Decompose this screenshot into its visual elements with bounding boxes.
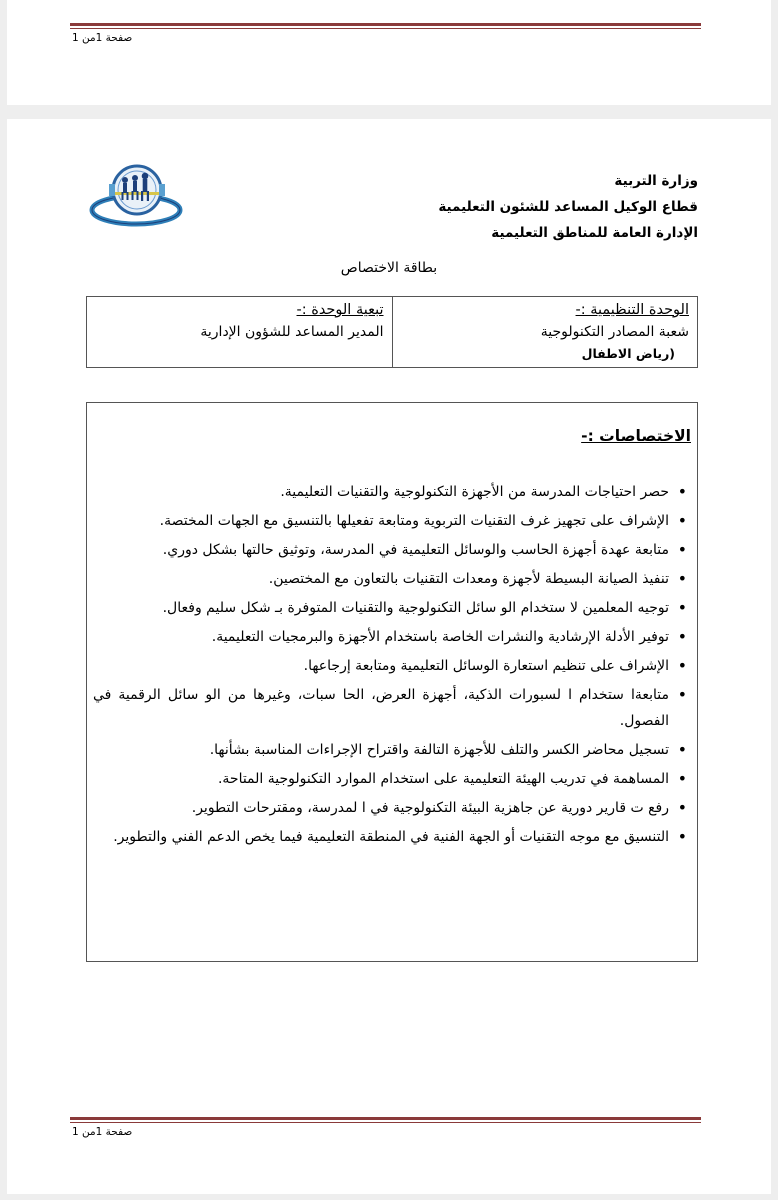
ministry-logo [85,158,187,234]
unit-info-table [86,296,698,368]
duties-title: الاختصاصات :- [581,427,691,445]
duty-item: • تسجيل محاضر الكسر والتلف للأجهزة التالفة واقتراح الإجراءات المناسبة بشأنها. [93,737,669,763]
duty-item: • متابعةا ستخدام ا لسبورات الذكية، أجهزة العرض، الحا سبات، وغيرها من الو سائل الرقمية في الفصول. [93,682,669,734]
duty-item: • الإشراف على تجهيز غرف التقنيات التربوية ومتابعة تفعيلها بالتنسيق مع الجهات المختصة. [93,508,669,534]
affiliation-cell [87,297,393,367]
duty-item: • متابعة عهدة أجهزة الحاسب والوسائل التعليمية في المدرسة، وتوثيق حالتها بشكل دوري. [93,537,669,563]
duties-list [93,479,691,853]
duty-item: • المساهمة في تدريب الهيئة التعليمية على استخدام الموارد التكنولوجية المتاحة. [93,766,669,792]
duty-item: • حصر احتياجات المدرسة من الأجهزة التكنولوجية والتقنيات التعليمية. [93,479,669,505]
top-footer-rule [70,23,701,29]
duty-item: • توجيه المعلمين لا ستخدام الو سائل التكنولوجية والتقنيات المتوفرة بـ شكل سليم وفعال. [93,595,669,621]
card-title: بطاقة الاختصاص [340,260,438,276]
bottom-footer-rule [70,1117,701,1123]
unit-label: الوحدة التنظيمية :- [575,302,689,318]
duty-item: • رفع ت قارير دورية عن جاهزية البيئة التكنولوجية في ا لمدرسة، ومقترحات التطوير. [93,795,669,821]
duty-item: • الإشراف على تنظيم استعارة الوسائل التعليمية ومتابعة إرجاعها. [93,653,669,679]
department-name: الإدارة العامة للمناطق التعليمية [491,225,698,241]
ministry-name: وزارة التربية [614,173,698,189]
duty-item: • تنفيذ الصيانة البسيطة لأجهزة ومعدات التقنيات بالتعاون مع المختصين. [93,566,669,592]
sector-name: قطاع الوكيل المساعد للشئون التعليمية [438,199,698,215]
duty-item: • التنسيق مع موجه التقنيات أو الجهة الفنية في المنطقة التعليمية فيما يخص الدعم الفني والتطوير. [93,824,669,850]
bottom-page-number: صفحة 1من 1 [72,1126,133,1138]
affiliation-value: المدير المساعد للشؤون الإدارية [200,324,384,340]
duty-item: • توفير الأدلة الإرشادية والنشرات الخاصة باستخدام الأجهزة والبرمجيات التعليمية. [93,624,669,650]
unit-value: شعبة المصادر التكنولوجية [540,324,689,340]
affiliation-label: تبعية الوحدة :- [296,302,384,318]
unit-sub: (رياض الاطفال [581,346,675,361]
top-page-number: صفحة 1من 1 [72,32,133,44]
duties-box [86,402,698,962]
previous-page [7,0,771,105]
unit-cell [393,297,698,367]
